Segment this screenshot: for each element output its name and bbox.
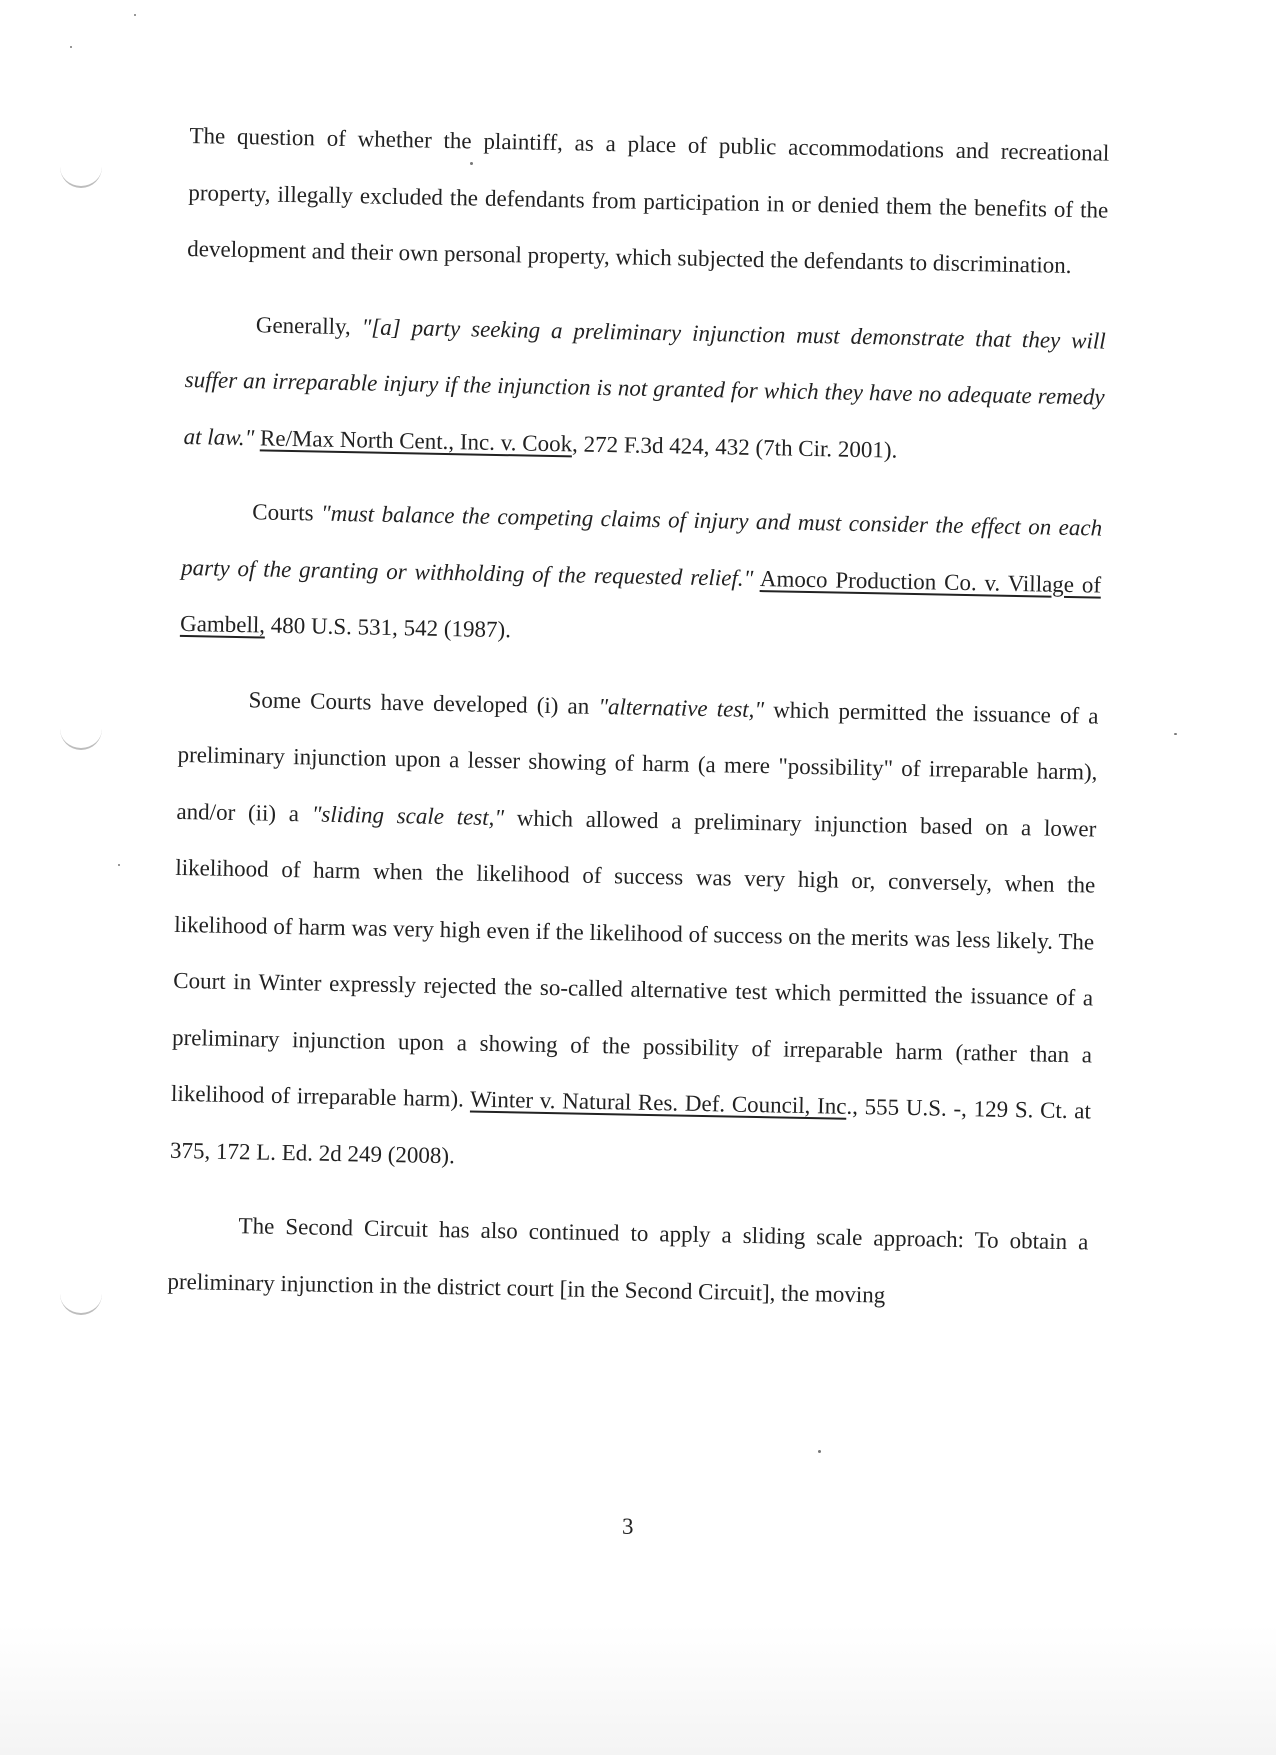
paragraph-generally [183, 295, 1106, 482]
quoted-text: "must balance the competing claims of injury and must consider the effect on each party of the granting or withholding of the requested relief." [180, 500, 1103, 591]
case-citation: Re/Max North Cent., Inc. v. Cook [259, 424, 573, 456]
scan-speck [118, 864, 120, 866]
paragraph-second-circuit [167, 1197, 1089, 1328]
quoted-text: "alternative test," [598, 693, 765, 722]
text-segment: which allowed a preliminary injunction based on a lower likelihood of harm when the likelihood of success was very high or, conversely, when the likelihood of harm was very high even if the likelihood of success on the merits was less likely. The Court in Winter expressly rejected the so-called alternative test which permitted the issuance of a preliminary injunction upon a showing of the possibility of irreparable harm (rather than a likelihood of irreparable harm). [170, 804, 1097, 1112]
quoted-text: "[a] party seeking a preliminary injunction must demonstrate that they will suffer an irreparable injury if the injunction is not granted for which they have no adequate remedy at law." [183, 313, 1106, 450]
scan-speck [1174, 733, 1177, 735]
text-segment: which permitted the issuance of a preliminary injunction upon a lesser showing of harm (a mere "possibility" of irreparable harm), and/or (ii) a [176, 696, 1099, 826]
text-segment: The question of whether the plaintiff, as a place of public accommodations and recreational property, illegally excluded the defendants from participation in or denied them the benefits of the development and their own personal property, which subjected the defendants to discrimination. [187, 122, 1110, 278]
scan-speck [70, 46, 72, 48]
case-citation: Amoco Production Co. v. Village of Gambell, [179, 565, 1102, 638]
scan-edge-shading [0, 1625, 1276, 1755]
case-citation: Winter v. Natural Res. Def. Council, Inc [469, 1086, 847, 1119]
text-segment: , 272 F.3d 424, 432 (7th Cir. 2001). [571, 430, 898, 463]
text-segment: Some Courts have developed (i) an [248, 686, 599, 719]
text-segment: Courts [252, 499, 322, 526]
hole-punch-mark [60, 1287, 102, 1315]
scan-speck [134, 14, 136, 16]
text-segment: Generally, [255, 311, 362, 339]
document-body [167, 108, 1110, 1327]
text-segment: ., 555 U.S. -, 129 S. Ct. at 375, 172 L. Ed. 2d 249 (2008). [169, 1093, 1092, 1168]
paragraph-alternative-test [169, 670, 1099, 1196]
scan-speck [818, 1450, 821, 1453]
page-number: 3 [622, 1514, 634, 1539]
text-segment: 480 U.S. 531, 542 (1987). [264, 612, 512, 643]
hole-punch-mark [60, 722, 102, 750]
paragraph-courts-balance [180, 483, 1103, 670]
hole-punch-mark [60, 160, 102, 188]
quoted-text: "sliding scale test," [311, 800, 505, 830]
text-segment: The Second Circuit has also continued to apply a sliding scale approach: To obtain a preliminary injunction in the district court [in the Second Circuit], the moving [167, 1213, 1089, 1308]
paragraph-question [187, 108, 1110, 295]
